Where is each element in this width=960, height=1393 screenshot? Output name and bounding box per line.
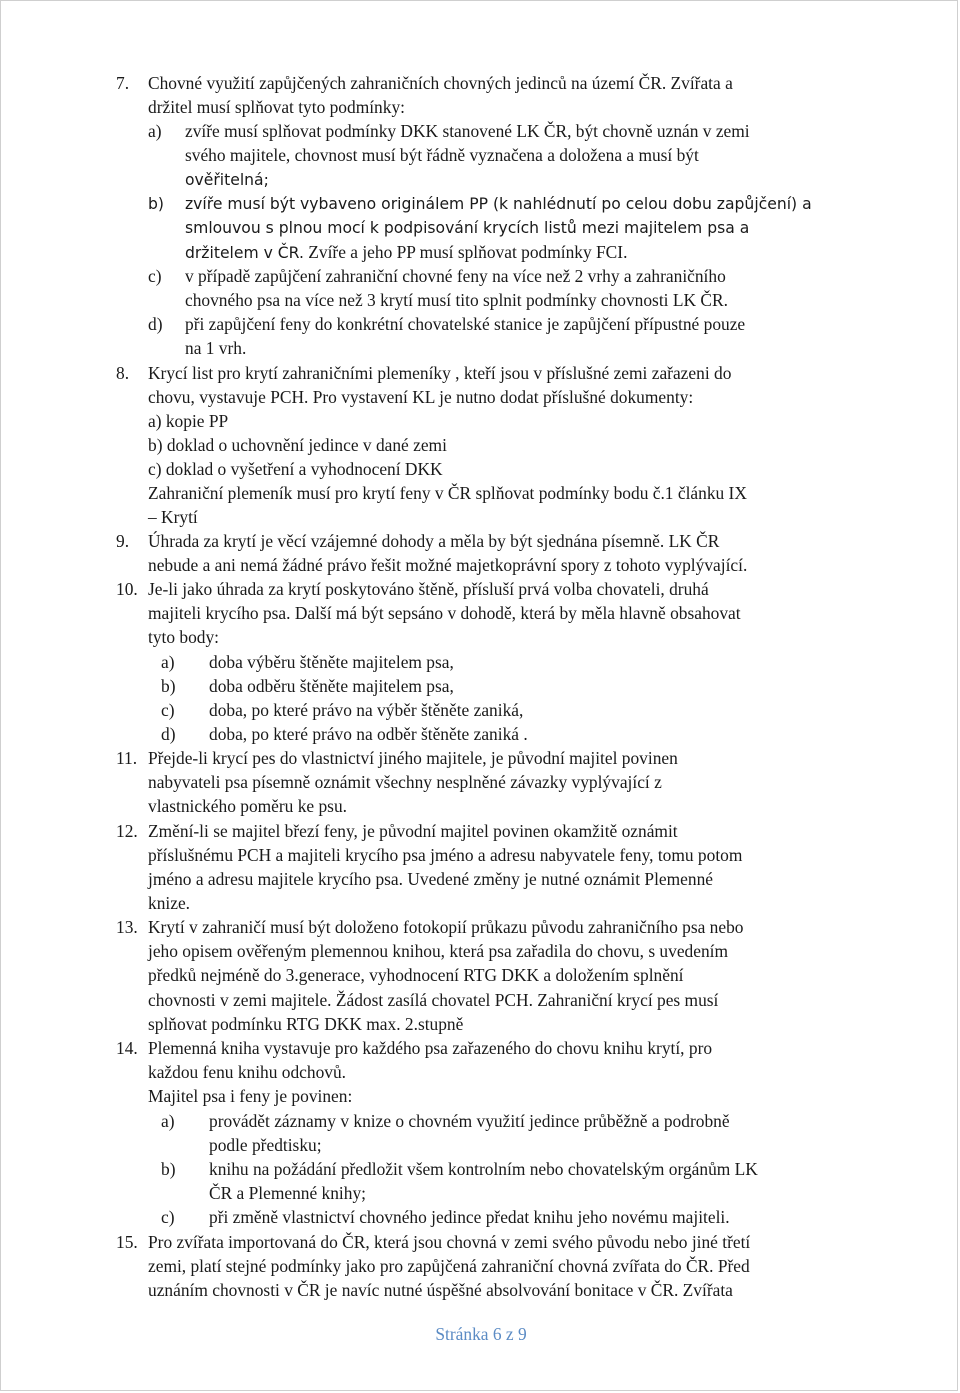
item-10-line-3: tyto body:: [148, 627, 220, 647]
item-10-line-1: Je-li jako úhrada za krytí poskytováno štěně, přísluší prvá volba chovateli, druhá: [148, 579, 709, 599]
item-7d-line-2: na 1 vrh.: [185, 338, 247, 358]
item-12-number: 12.: [116, 821, 138, 841]
item-7b-line-3a: držitelem v ČR.: [185, 244, 304, 262]
item-15-line-1: Pro zvířata importovaná do ČR, která jsou chovná v zemi svého původu nebo jiné třetí: [148, 1232, 751, 1252]
item-8-line-7: – Krytí: [148, 507, 198, 527]
item-10a-text: doba výběru štěněte majitelem psa,: [209, 652, 454, 672]
item-14-line-3: Majitel psa i feny je povinen:: [148, 1086, 353, 1106]
item-14-number: 14.: [116, 1038, 138, 1058]
item-14a-line-2: podle předtisku;: [209, 1135, 322, 1155]
item-13-line-1: Krytí v zahraničí musí být doloženo fotokopií průkazu původu zahraničního psa nebo: [148, 917, 744, 937]
item-7a-line-3: ověřitelná;: [185, 171, 269, 189]
item-9-number: 9.: [116, 531, 130, 551]
item-10-line-2: majiteli krycího psa. Další má být sepsáno v dohodě, která by měla hlavně obsahovat: [148, 603, 741, 623]
item-9-line-2: nebude a ani nemá žádné právo řešit možné majetkoprávní spory z tohoto vyplývající.: [148, 555, 748, 575]
item-7b-line-3b: Zvíře a jeho PP musí splňovat podmínky FCI.: [303, 242, 628, 262]
item-7-line-1: Chovné využití zapůjčených zahraničních chovných jedinců na území ČR. Zvířata a: [148, 73, 733, 93]
item-14c-line-1: při změně vlastnictví chovného jedince předat knihu jeho novému majiteli.: [209, 1207, 730, 1227]
item-13-line-3: předků nejméně do 3.generace, vyhodnocení RTG DKK a doložením splnění: [148, 965, 684, 985]
item-7d-line-1: při zapůjčení feny do konkrétní chovatelské stanice je zapůjčení přípustné pouze: [185, 314, 746, 334]
item-7b-label: b): [148, 195, 164, 213]
item-10b-text: doba odběru štěněte majitelem psa,: [209, 676, 454, 696]
item-10d-label: d): [161, 724, 176, 744]
item-8-line-6: Zahraniční plemeník musí pro krytí feny v ČR splňovat podmínky bodu č.1 článku IX: [148, 483, 747, 503]
item-9-line-1: Úhrada za krytí je věcí vzájemné dohody a měla by být sjednána písemně. LK ČR: [148, 531, 720, 551]
item-14c-label: c): [161, 1207, 175, 1227]
item-14a-line-1: provádět záznamy v knize o chovném využití jedince průběžně a podrobně: [209, 1111, 730, 1131]
item-14a-label: a): [161, 1111, 175, 1131]
item-8-line-2: chovu, vystavuje PCH. Pro vystavení KL je nutno dodat příslušné dokumenty:: [148, 387, 694, 407]
item-12-line-4: knize.: [148, 893, 191, 913]
item-8-line-4: b) doklad o uchovnění jedince v dané zemi: [148, 435, 447, 455]
item-7c-line-1: v případě zapůjčení zahraniční chovné feny na více než 2 vrhy a zahraničního: [185, 266, 726, 286]
item-7a-label: a): [148, 121, 162, 141]
item-7c-line-2: chovného psa na více než 3 krytí musí tito splnit podmínky chovnosti LK ČR.: [185, 290, 728, 310]
item-7c-label: c): [148, 266, 162, 286]
item-15-line-2: zemi, platí stejné podmínky jako pro zapůjčená zahraniční chovná zvířata do ČR. Před: [148, 1256, 750, 1276]
item-13-line-4: chovnosti v zemi majitele. Žádost zasílá chovatel PCH. Zahraniční krycí pes musí: [148, 990, 719, 1010]
item-7-number: 7.: [116, 73, 130, 93]
item-11-number: 11.: [116, 748, 138, 768]
item-10c-text: doba, po které právo na výběr štěněte zaniká,: [209, 700, 524, 720]
item-13-line-2: jeho opisem ověřeným plemennou knihou, která psa zařadila do chovu, s uvedením: [148, 941, 729, 961]
item-14b-line-2: ČR a Plemenné knihy;: [209, 1183, 366, 1203]
item-15-number: 15.: [116, 1232, 138, 1252]
item-14-line-1: Plemenná kniha vystavuje pro každého psa zařazeného do chovu knihu krytí, pro: [148, 1038, 713, 1058]
item-10b-label: b): [161, 676, 176, 696]
item-13-number: 13.: [116, 917, 138, 937]
item-7a-line-1: zvíře musí splňovat podmínky DKK stanovené LK ČR, být chovně uznán v zemi: [185, 121, 750, 141]
item-11-line-1: Přejde-li krycí pes do vlastnictví jiného majitele, je původní majitel povinen: [148, 748, 678, 768]
item-8-line-5: c) doklad o vyšetření a vyhodnocení DKK: [148, 459, 443, 479]
item-7b-line-3: [185, 240, 627, 265]
item-7b-line-1: zvíře musí být vybaveno originálem PP (k nahlédnutí po celou dobu zapůjčení) a: [185, 195, 812, 213]
item-15-line-3: uznáním chovnosti v ČR je navíc nutné úspěšné absolvování bonitace v ČR. Zvířata: [148, 1280, 733, 1300]
item-10d-text: doba, po které právo na odběr štěněte zaniká .: [209, 724, 528, 744]
item-12-line-3: jméno a adresu majitele krycího psa. Uvedené změny je nutné oznámit Plemenné: [148, 869, 714, 889]
item-12-line-1: Změní-li se majitel březí feny, je původní majitel povinen okamžitě oznámit: [148, 821, 678, 841]
item-7d-label: d): [148, 314, 163, 334]
item-10-number: 10.: [116, 579, 138, 599]
item-14b-label: b): [161, 1159, 176, 1179]
item-8-number: 8.: [116, 363, 130, 383]
item-11-line-3: vlastnického poměru ke psu.: [148, 796, 347, 816]
item-13-line-5: splňovat podmínku RTG DKK max. 2.stupně: [148, 1014, 464, 1034]
item-14-line-2: každou fenu knihu odchovů.: [148, 1062, 347, 1082]
item-8-line-1: Krycí list pro krytí zahraničními plemeníky , kteří jsou v příslušné zemi zařazeni do: [148, 363, 732, 383]
item-10c-label: c): [161, 700, 175, 720]
item-10a-label: a): [161, 652, 175, 672]
item-14b-line-1: knihu na požádání předložit všem kontrolním nebo chovatelským orgánům LK: [209, 1159, 758, 1179]
item-12-line-2: příslušnému PCH a majiteli krycího psa jméno a adresu nabyvatele feny, tomu potom: [148, 845, 743, 865]
item-7b-line-2: smlouvou s plnou mocí k podpisování krycích listů mezi majitelem psa a: [185, 219, 750, 237]
item-7-line-2: držitel musí splňovat tyto podmínky:: [148, 97, 405, 117]
item-8-line-3: a) kopie PP: [148, 411, 229, 431]
item-11-line-2: nabyvateli psa písemně oznámit všechny nesplněné závazky vyplývající z: [148, 772, 662, 792]
page-number-footer: Stránka 6 z 9: [435, 1324, 527, 1344]
item-7a-line-2: svého majitele, chovnost musí být řádně vyznačena a doložena a musí být: [185, 145, 699, 165]
